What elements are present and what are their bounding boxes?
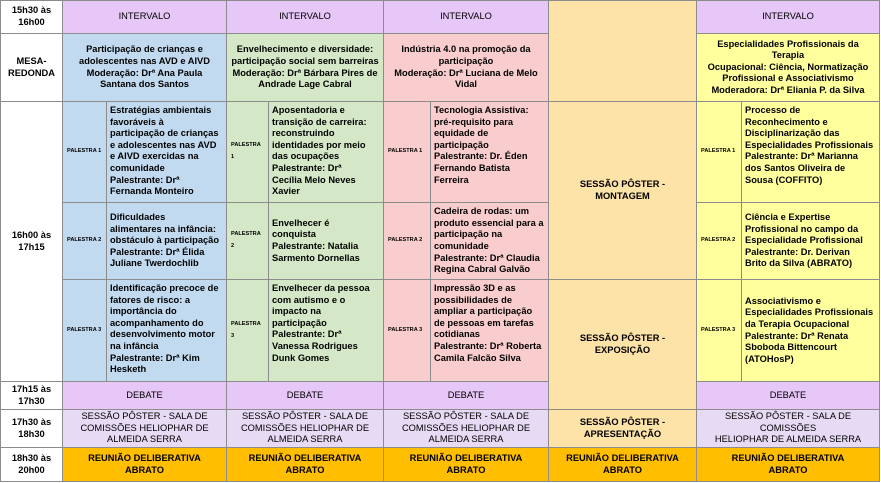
poster-montagem: SESSÃO PÔSTER - MONTAGEM: [549, 102, 697, 280]
mesa-col3: Indústria 4.0 na promoção da participação Moderação: Drª Luciana de Melo Vidal: [384, 34, 549, 102]
talk-col2-p1: Aposentadoria e transição de carreira: reconstruindo identidades por meio das ocupações Palestrante: Drª Cecília Melo Neves Xavier: [269, 102, 384, 203]
palestra-label: PALESTRA 2: [63, 203, 107, 280]
talk-col3-p1: Tecnologia Assistiva: pré-requisito para equidade de participação Palestrante: Dr. Éden Fernando Batista Ferreira: [431, 102, 549, 203]
intervalo-col5: INTERVALO: [697, 1, 880, 34]
talk-col3-p2: Cadeira de rodas: um produto essencial para a participação na comunidade Palestrante: Drª Claudia Regina Cabral Galvão: [431, 203, 549, 280]
talk-col1-p1: Estratégias ambientais favoráveis à participação de crianças e adolescentes nas AVD e AIVD exercidas na comunidade Palestrante: Drª Fernanda Monteiro: [107, 102, 227, 203]
palestra-label: PALESTRA 3: [63, 280, 107, 382]
debate-col3: DEBATE: [384, 382, 549, 410]
palestra-label: PALESTRA 3: [697, 280, 742, 382]
sessao-col2: SESSÃO PÔSTER - SALA DE COMISSÕES HELIOPHAR DE ALMEIDA SERRA: [227, 410, 384, 448]
time-17h30: 17h30 às 18h30: [1, 410, 63, 448]
mesa-col2: Envelhecimento e diversidade: participação social sem barreiras Moderação: Drª Bárbara Pires de Andrade Lage Cabral: [227, 34, 384, 102]
talk-col3-p3: Impressão 3D e as possibilidades de ampliar a participação de pessoas em tarefas cotidianas Palestrante: Drª Roberta Camila Falcão Silva: [431, 280, 549, 382]
sessao-col3: SESSÃO PÔSTER - SALA DE COMISSÕES HELIOPHAR DE ALMEIDA SERRA: [384, 410, 549, 448]
sessao-col1: SESSÃO PÔSTER - SALA DE COMISSÕES HELIOPHAR DE ALMEIDA SERRA: [63, 410, 227, 448]
poster-empty-top: [549, 1, 697, 102]
time-18h30: 18h30 às 20h00: [1, 448, 63, 482]
talk-col2-p3: Envelhecer da pessoa com autismo e o impacto na participação Palestrante: Drª Vanessa Rodrigues Dunk Gomes: [269, 280, 384, 382]
reuniao-col5: REUNIÃO DELIBERATIVA ABRATO: [697, 448, 880, 482]
time-mesa-redonda: MESA- REDONDA: [1, 34, 63, 102]
palestra-label: PALESTRA 2: [697, 203, 742, 280]
palestra-label: PALESTRA 1: [697, 102, 742, 203]
sessao-col5: SESSÃO PÔSTER - SALA DE COMISSÕES HELIOPHAR DE ALMEIDA SERRA: [697, 410, 880, 448]
time-16h00: 16h00 às 17h15: [1, 102, 63, 382]
intervalo-col2: INTERVALO: [227, 1, 384, 34]
debate-col5: DEBATE: [697, 382, 880, 410]
palestra-label: PALESTRA 2: [227, 203, 269, 280]
palestra-label: PALESTRA 1: [63, 102, 107, 203]
poster-exposicao: SESSÃO PÔSTER - EXPOSIÇÃO: [549, 280, 697, 410]
palestra-label: PALESTRA 1: [227, 102, 269, 203]
reuniao-col4: REUNIÃO DELIBERATIVA ABRATO: [549, 448, 697, 482]
reuniao-col2: REUNIÃO DELIBERATIVA ABRATO: [227, 448, 384, 482]
talk-col1-p2: Dificuldades alimentares na infância: obstáculo à participação Palestrante: Drª Élida Juliane Twerdochlib: [107, 203, 227, 280]
palestra-label: PALESTRA 3: [384, 280, 431, 382]
intervalo-col1: INTERVALO: [63, 1, 227, 34]
palestra-label: PALESTRA 1: [384, 102, 431, 203]
talk-col1-p3: Identificação precoce de fatores de risco: a importância do acompanhamento do desenvolvimento motor na infância Palestrante: Drª Kim Hesketh: [107, 280, 227, 382]
time-17h15: 17h15 às 17h30: [1, 382, 63, 410]
palestra-label: PALESTRA 3: [227, 280, 269, 382]
intervalo-col3: INTERVALO: [384, 1, 549, 34]
talk-col5-p2: Ciência e Expertise Profissional no campo da Especialidade Profissional Palestrante: Dr. Derivan Brito da Silva (ABRATO): [742, 203, 880, 280]
time-15h30: 15h30 às 16h00: [1, 1, 63, 34]
mesa-col1: Participação de crianças e adolescentes nas AVD e AIVD Moderação: Drª Ana Paula Santana dos Santos: [63, 34, 227, 102]
talk-col2-p2: Envelhecer é conquista Palestrante: Natalia Sarmento Dornellas: [269, 203, 384, 280]
talk-col5-p1: Processo de Reconhecimento e Disciplinarização das Especialidades Profissionais Palestrante: Drª Marianna dos Santos Oliveira de Sousa (COFFITO): [742, 102, 880, 203]
mesa-col5: Especialidades Profissionais da Terapia Ocupacional: Ciência, Normatização Profissional e Associativismo Moderadora: Drª Eliania P. da Silva: [697, 34, 880, 102]
debate-col2: DEBATE: [227, 382, 384, 410]
palestra-label: PALESTRA 2: [384, 203, 431, 280]
talk-col5-p3: Associativismo e Especialidades Profissionais da Terapia Ocupacional Palestrante: Drª Renata Sboboda Bittencourt (ATOHosP): [742, 280, 880, 382]
poster-apresentacao: SESSÃO PÔSTER - APRESENTAÇÃO: [549, 410, 697, 448]
reuniao-col3: REUNIÃO DELIBERATIVA ABRATO: [384, 448, 549, 482]
reuniao-col1: REUNIÃO DELIBERATIVA ABRATO: [63, 448, 227, 482]
debate-col1: DEBATE: [63, 382, 227, 410]
